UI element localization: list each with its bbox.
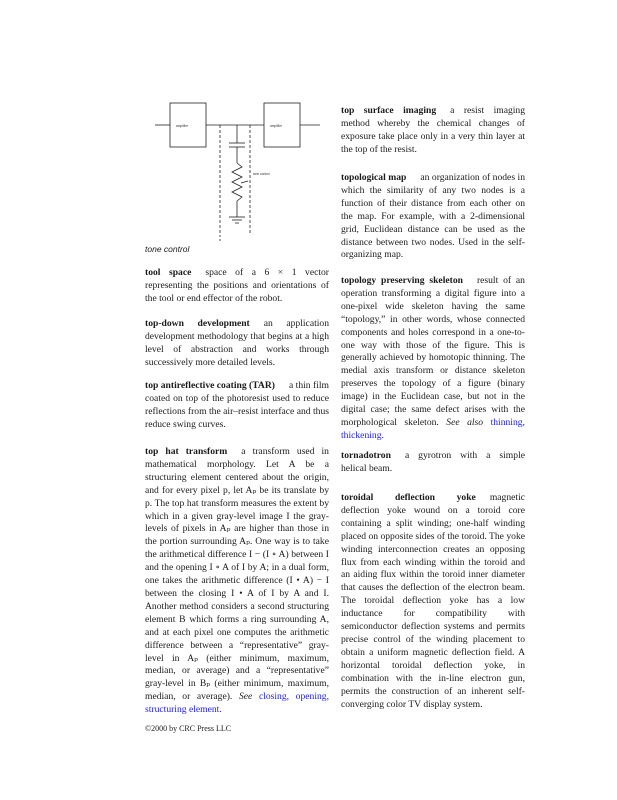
tap-label: tone control xyxy=(253,172,270,176)
cross-reference-links[interactable]: thinning, thickening. xyxy=(341,416,525,441)
right-box-label: amplifier xyxy=(270,124,283,128)
entry-definition: a resist imaging method whereby the chemical changes of exposure take place only in a very thin layer at the top of the resist. xyxy=(341,105,526,155)
entry-definition: result of an operation transforming a digital figure into a one-pixel wide skeleton having the same “topology,” in other words, whose connected components and holes correspond in a one-to-one way with those of the figure. This is generally achieved by homotopic thinning. The medial axis transform or distance skeleton preserves the topology of a figure (binary image) in the Euclidean case, but not in the digital case; the same defect arises with the morphological skeleton. xyxy=(341,275,525,428)
entry-tornadotron xyxy=(341,450,525,476)
entry-term: top surface imaging xyxy=(341,105,437,116)
entry-term: top hat transform xyxy=(145,446,228,457)
entry-definition: a gyrotron with a simple helical beam. xyxy=(341,450,525,474)
entry-top-antireflective-coating xyxy=(145,380,329,432)
entry-definition: a thin film coated on top of the photoresist used to reduce reflections from the air–resist interface and thus reduce swing curves. xyxy=(145,380,329,430)
entry-top-down-development xyxy=(145,318,329,370)
resistor-symbol xyxy=(232,163,242,201)
tone-control-figure xyxy=(145,95,335,245)
entry-tool-space xyxy=(145,267,329,306)
entry-topology-preserving-skeleton xyxy=(341,275,525,443)
figure-caption: tone control xyxy=(145,244,190,254)
entry-definition: space of a 6 × 1 vector representing the positions and orientations of the tool or end effector of the robot. xyxy=(145,267,329,304)
entry-top-surface-imaging xyxy=(341,105,525,157)
entry-definition: magnetic deflection yoke wound on a toroid core containing a split winding; one-half winding placed on opposite sides of the toroid. The yoke winding interconnection creates an opposing flux from each winding within the toroid and an aiding flux within the toroid inner diameter that causes the deflection of the electron beam. The toroidal deflection yoke has a low inductance for compatibility with semiconductor deflection systems and permits precise control of the winding placement to obtain a uniform magnetic deflection field. A horizontal toroidal deflection yoke, in combination with the in-line electron gun, permits the construction of an inherent self-converging color TV display system. xyxy=(341,492,525,710)
entry-definition: an application development methodology that begins at a high level of abstraction and works through successively more detailed levels. xyxy=(145,318,329,368)
entry-topological-map xyxy=(341,172,525,262)
entry-toroidal-deflection-yoke xyxy=(341,492,525,711)
entry-term: topology preserving skeleton xyxy=(341,275,463,286)
entry-top-hat-transform xyxy=(145,446,329,717)
entry-definition: an organization of nodes in which the similarity of any two nodes is a function of their distance from each other on the map. For example, with a 2-dimensional grid, Euclidean distance can be used as the distance between two nodes. Used in the self-organizing map. xyxy=(341,172,526,261)
see-also-label: See also xyxy=(446,416,484,428)
entry-term: top-down development xyxy=(145,318,250,329)
entry-term: tool space xyxy=(145,267,192,278)
entry-term: tornadotron xyxy=(341,450,391,461)
see-label: See xyxy=(238,691,253,703)
cross-reference-links[interactable]: closing, opening, structuring element. xyxy=(145,691,329,716)
left-box-label: amplifier xyxy=(176,124,189,128)
entry-term: topological map xyxy=(341,172,407,183)
entry-term: toroidal deflection yoke xyxy=(341,492,476,503)
entry-definition: a transform used in mathematical morphology. Let A be a structuring element centered about the origin, and for every pixel p, let Aₚ be its translate by p. The top hat transform measures the extent by which in a given gray-level image I the gray-levels of pixels in Aₚ are higher than those in the portion surrounding Aₚ. One way is to take the arithmetical difference I − (I ∘ A) between I and the opening I ∘ A of I by A; in a dual form, one takes the arithmetic difference (I • A) − I between the closing I • A of I by A and I. Another method considers a second structuring element B which forms a ring surrounding A, and at each pixel one computes the arithmetic difference between a “representative” gray-level in Aₚ (either minimum, maximum, median, or average) and a “representative” gray-level in Bₚ (either minimum, maximum, median, or average). xyxy=(145,446,329,703)
copyright-footer: ©2000 by CRC Press LLC xyxy=(145,724,232,733)
entry-term: top antireflective coating (TAR) xyxy=(145,380,275,391)
